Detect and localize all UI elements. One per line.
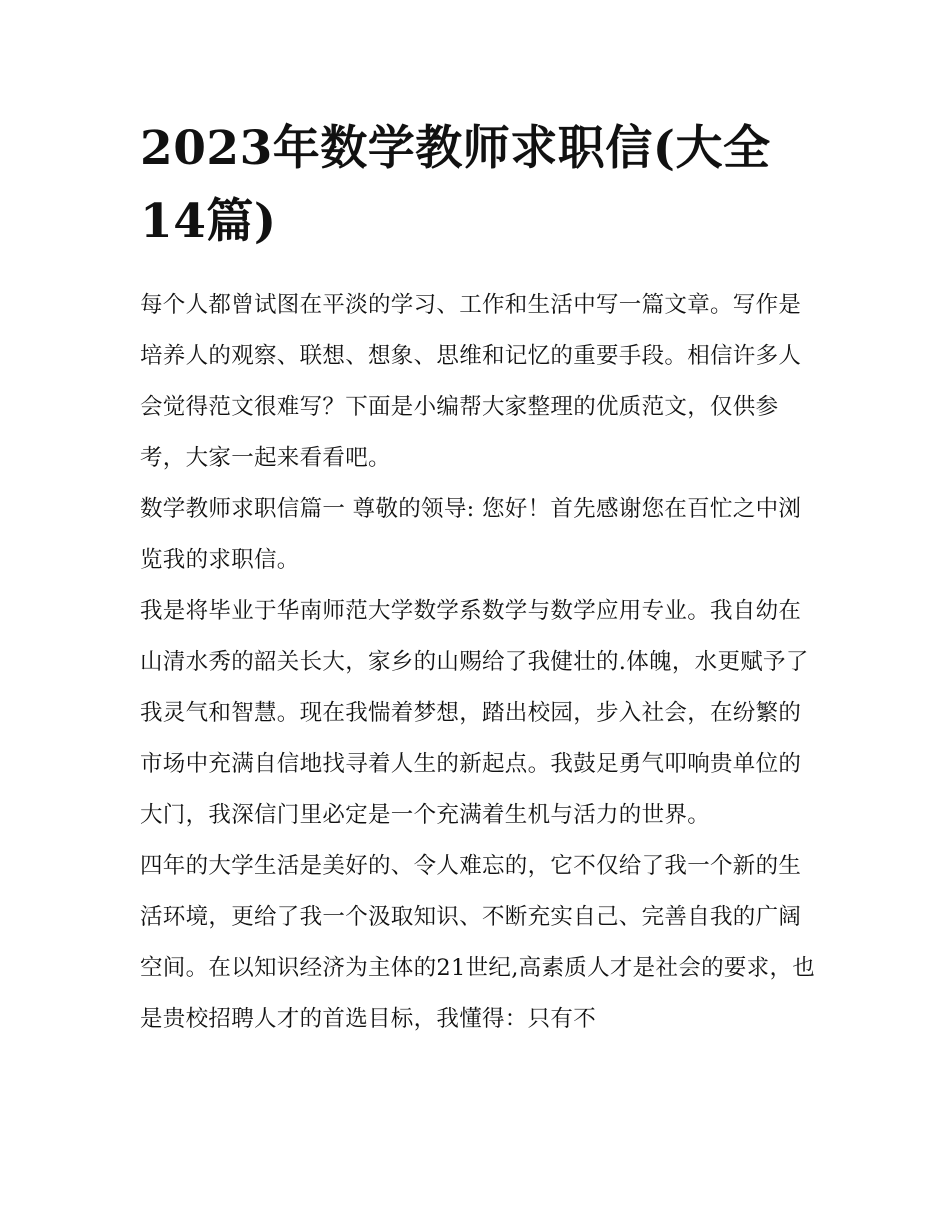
- paragraph-greeting: 数学教师求职信篇一 尊敬的领导: 您好！首先感谢您在百忙之中浏览我的求职信。: [140, 496, 802, 573]
- paragraph-university-life: 四年的大学生活是美好的、令人难忘的，它不仅给了我一个新的生活环境，更给了我一个汲取知识、不断充实自己、完善自我的广阔空间。在以知识经济为主体的21世纪,高素质人才是社会的要求，也是贵校招聘人才的首选目标，我懂得：只有不: [140, 853, 816, 1032]
- document-title: 2023年数学教师求职信(大全14篇): [140, 121, 771, 249]
- paragraph-intro: 每个人都曾试图在平淡的学习、工作和生活中写一篇文章。写作是培养人的观察、联想、想象、思维和记忆的重要手段。相信许多人会觉得范文很难写？下面是小编帮大家整理的优质范文，仅供参考，大家一起来看看吧。: [140, 292, 802, 471]
- paragraph-background: 我是将毕业于华南师范大学数学系数学与数学应用专业。我自幼在山清水秀的韶关长大，家乡的山赐给了我健壮的.体魄，水更赋予了我灵气和智慧。现在我惴着梦想，踏出校园，步入社会，在纷繁的市场中充满自信地找寻着人生的新起点。我鼓足勇气叩响贵单位的大门，我深信门里必定是一个充满着生机与活力的世界。: [140, 598, 809, 828]
- document-body: [140, 280, 820, 1045]
